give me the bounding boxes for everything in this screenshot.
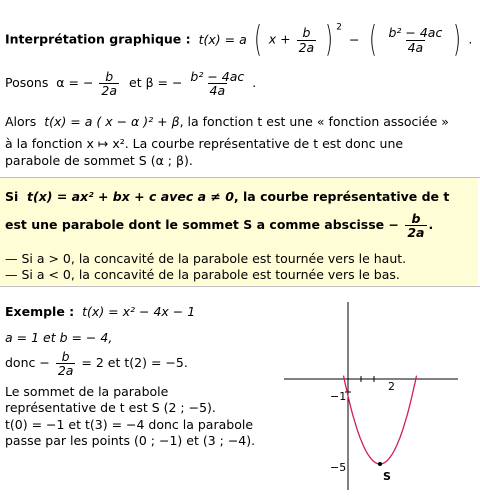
example-p3: t(0) = −1 et t(3) = −4 donc la parabole xyxy=(5,417,254,432)
vertex-point xyxy=(378,462,382,466)
fonction-line: à la fonction x ↦ x². La courbe représentative de t est donc une xyxy=(5,136,404,151)
sommet-line: parabole de sommet S (α ; β). xyxy=(5,153,193,168)
posons-line: Posons α = − $\frac{b}{2a}$ et β = − $\frac{\text{b² − 4ac}}{4a}$ . xyxy=(5,69,257,99)
alors-line: Alors t(x) = a ( x − α )² + β, la fonction t est une « fonction associée » xyxy=(5,114,449,129)
separator-bottom xyxy=(0,286,480,287)
parabola-curve xyxy=(344,376,417,464)
example-donc: donc − $\frac{b}{2a}$ = 2 et t(2) = −5. xyxy=(5,349,188,379)
example-ab: a = 1 et b = − 4, xyxy=(5,330,113,345)
interpretation-line: Interprétation graphique : t(x) = a ( x + $\frac{b}{2a}$ ) $^2$ − ( $\frac{\text{b² − 4ac}}{4a}$ ) . xyxy=(5,19,473,60)
example-p4: passe par les points (0 ; −1) et (3 ; −4). xyxy=(5,433,256,448)
rule-bullet-2: — Si a < 0, la concavité de la parabole est tournée vers le bas. xyxy=(5,267,400,282)
vertex-label: S xyxy=(383,470,391,483)
separator-top xyxy=(0,177,480,178)
parabola-graph xyxy=(270,300,475,495)
section-title: Interprétation graphique : xyxy=(5,31,191,47)
example-title-line: Exemple : t(x) = x² − 4x − 1 xyxy=(5,304,196,319)
fraction-b-2a: $\frac{b}{2a}$ xyxy=(298,25,315,55)
x-tick-label-2: 2 xyxy=(388,380,395,393)
fraction-discriminant: $\frac{\text{b² − 4ac}}{4a}$ xyxy=(388,25,443,55)
rule-line-2: est une parabole dont le sommet S a comme abscisse − $\frac{b}{2a}$ . xyxy=(5,211,434,241)
formula-lhs: t(x) = a xyxy=(198,31,247,47)
rule-line-1: Si t(x) = ax² + bx + c avec a ≠ 0, la courbe représentative de t xyxy=(5,189,450,204)
y-tick-label-5: −5 xyxy=(330,461,347,474)
example-p1: Le sommet de la parabole xyxy=(5,384,169,399)
y-tick-label-1: −1 xyxy=(330,390,347,403)
example-p2: représentative de t est S (2 ; −5). xyxy=(5,400,216,415)
rule-bullet-1: — Si a > 0, la concavité de la parabole est tournée vers le haut. xyxy=(5,251,407,266)
